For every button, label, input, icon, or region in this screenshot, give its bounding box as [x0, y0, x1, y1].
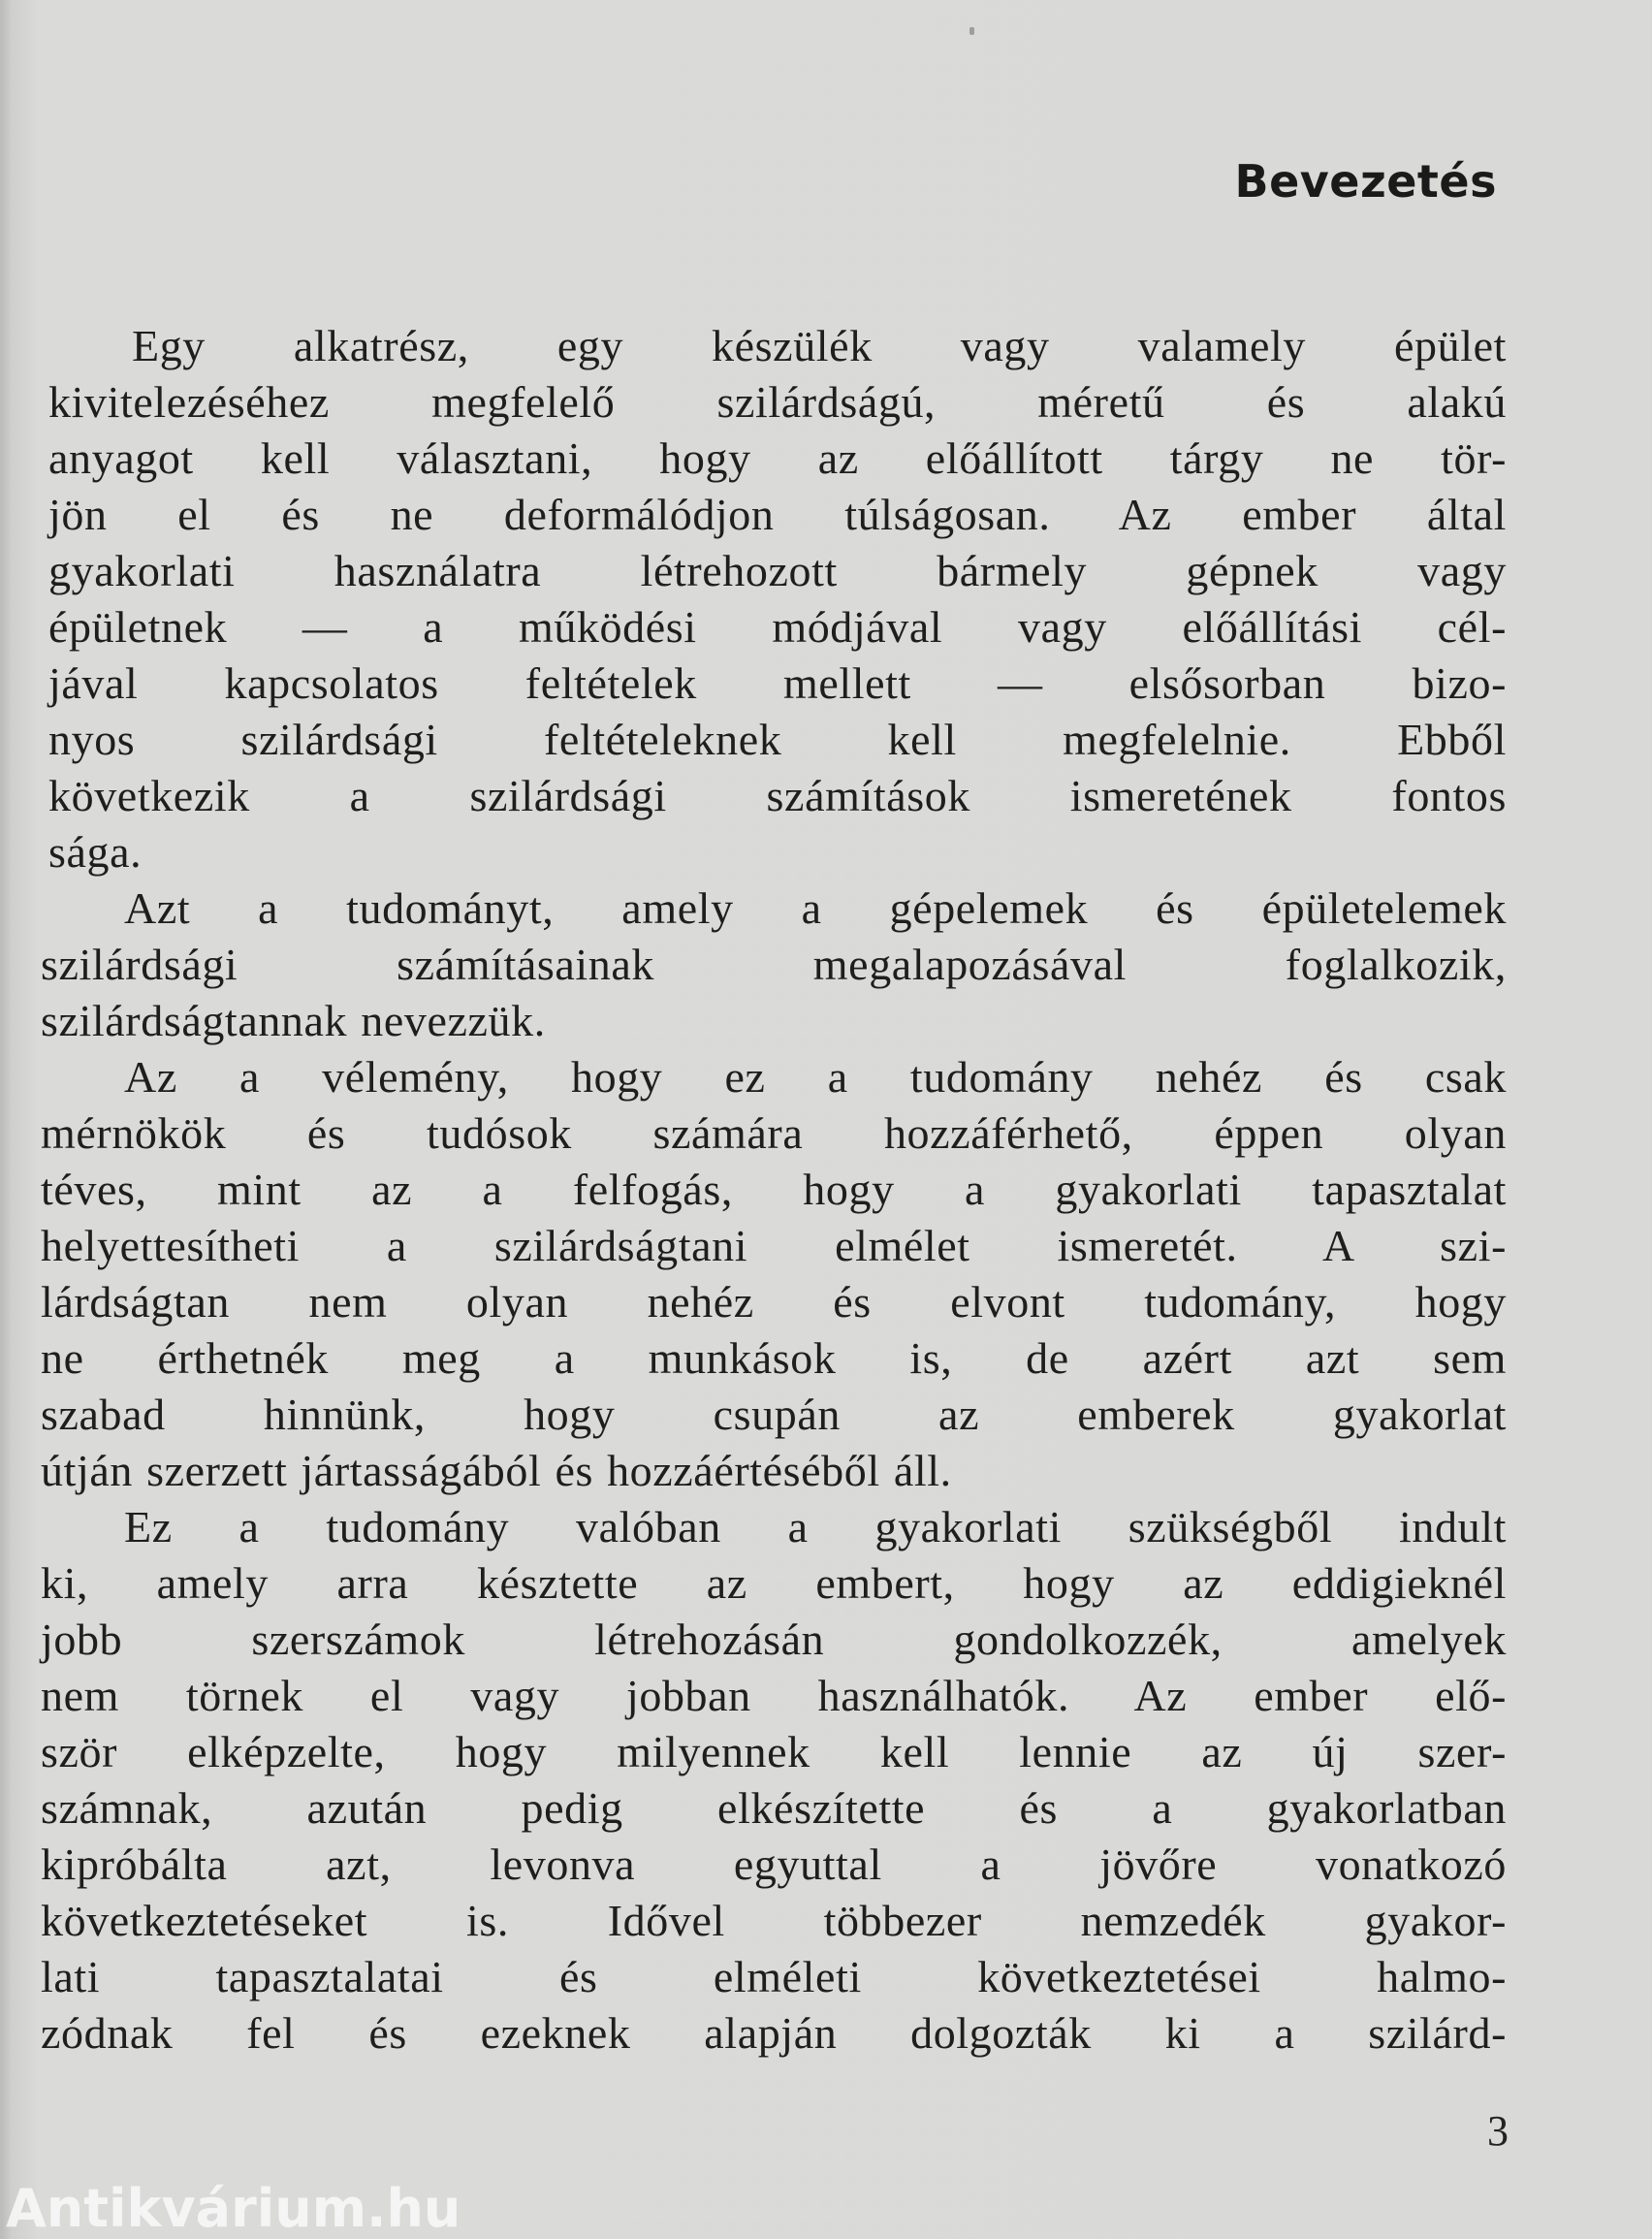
text-line: zódnak fel és ezeknek alapján dolgozták ki a szilárd- — [41, 2008, 1507, 2058]
text-line: helyettesítheti a szilárdságtani elmélet ismeretét. A szi- — [41, 1221, 1507, 1270]
text-line: jával kapcsolatos feltételek mellett — elsősorban bizo- — [48, 658, 1507, 708]
text-line: nyos szilárdsági feltételeknek kell megfelelnie. Ebből — [48, 715, 1507, 764]
chapter-heading: Bevezetés — [1234, 155, 1497, 208]
text-line: gyakorlati használatra létrehozott bármely gépnek vagy — [48, 546, 1507, 595]
text-line: útján szerzett jártasságából és hozzáértéséből áll. — [41, 1446, 952, 1495]
text-line: lati tapasztalatai és elméleti következtetései halmo- — [41, 1952, 1507, 2001]
body-text — [41, 318, 1507, 2062]
text-line: ne érthetnék meg a munkások is, de azért azt sem — [41, 1333, 1507, 1383]
text-line: sága. — [48, 827, 143, 877]
watermark: Antikvárium.hu — [6, 2178, 461, 2239]
text-line: Az a vélemény, hogy ez a tudomány nehéz és csak — [124, 1052, 1507, 1102]
text-line: anyagot kell választani, hogy az előállított tárgy ne tör- — [48, 433, 1507, 483]
text-line: szilárdsági számításainak megalapozásával foglalkozik, — [41, 940, 1507, 989]
text-line: lárdságtan nem olyan nehéz és elvont tudomány, hogy — [41, 1277, 1507, 1327]
text-line: ször elképzelte, hogy milyennek kell lennie az új szer- — [41, 1727, 1507, 1776]
text-line: következik a szilárdsági számítások ismeretének fontos — [48, 771, 1507, 820]
text-line: jön el és ne deformálódjon túlságosan. Az ember által — [48, 490, 1507, 539]
text-line: Azt a tudományt, amely a gépelemek és épületelemek — [124, 883, 1507, 933]
text-line: számnak, azután pedig elkészítette és a gyakorlatban — [41, 1783, 1507, 1833]
text-line: ki, amely arra késztette az embert, hogy az eddigieknél — [41, 1558, 1507, 1608]
text-line: mérnökök és tudósok számára hozzáférhető, éppen olyan — [41, 1108, 1507, 1158]
page-number: 3 — [1487, 2107, 1509, 2155]
text-line: szabad hinnünk, hogy csupán az emberek gyakorlat — [41, 1390, 1507, 1439]
paragraph — [41, 1499, 1507, 2062]
text-line: kipróbálta azt, levonva egyuttal a jövőre vonatkozó — [41, 1839, 1507, 1889]
text-line: kivitelezéséhez megfelelő szilárdságú, méretű és alakú — [48, 377, 1507, 427]
paragraph — [41, 880, 1507, 1049]
text-line: téves, mint az a felfogás, hogy a gyakorlati tapasztalat — [41, 1165, 1507, 1214]
text-line: Egy alkatrész, egy készülék vagy valamely épület — [132, 321, 1507, 370]
text-line: épületnek — a működési módjával vagy előállítási cél- — [48, 602, 1507, 652]
paragraph — [41, 1049, 1507, 1499]
text-line: szilárdságtannak nevezzük. — [41, 996, 546, 1045]
text-line: nem törnek el vagy jobban használhatók. Az ember elő- — [41, 1671, 1507, 1720]
paragraph — [41, 318, 1507, 880]
scan-speck — [969, 27, 974, 35]
text-line: következtetéseket is. Idővel többezer nemzedék gyakor- — [41, 1896, 1507, 1945]
text-line: jobb szerszámok létrehozásán gondolkozzék, amelyek — [41, 1615, 1507, 1664]
text-line: Ez a tudomány valóban a gyakorlati szükségből indult — [124, 1502, 1507, 1551]
